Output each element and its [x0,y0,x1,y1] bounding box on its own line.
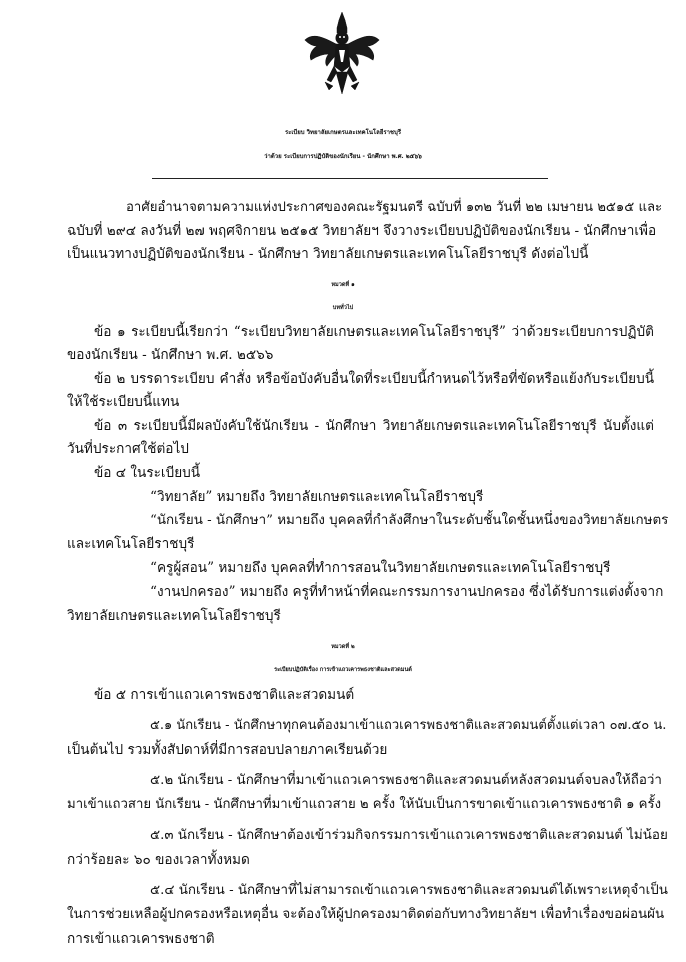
clause-line: ในการช่วยเหลือผู้ปกครองหรือเหตุอื่น จะต้องให้ผู้ปกครองมาติดต่อกับทางวิทยาลัยฯ เพื่อทำเรื่องขอผ่อนผัน [67,907,665,922]
preamble-line: เป็นแนวทางปฏิบัติของนักเรียน - นักศึกษา วิทยาลัยเกษตรและเทคโนโลยีราชบุรี ดังต่อไปนี้ [67,246,589,262]
clause-line: ๕.๒ นักเรียน - นักศึกษาที่มาเข้าแถวเคารพธงชาติและสวดมนต์หลังสวดมนต์จบลงให้ถือว่า [150,773,662,788]
definition-line: และเทคโนโลยีราชบุรี [67,536,195,552]
clause-line: ๕.๑ นักเรียน - นักศึกษาทุกคนต้องมาเข้าแถวเคารพธงชาติและสวดมนต์ตั้งแต่เวลา ๐๗.๕๐ น. [150,718,667,733]
clause-line: การเข้าแถวเคารพธงชาติ [67,931,215,947]
definition-line: “งานปกครอง” หมายถึง ครูที่ทำหน้าที่คณะกรรมการงานปกครอง ซึ่งได้รับการแต่งตั้งจาก [150,584,664,600]
definition-line: “นักเรียน - นักศึกษา” หมายถึง บุคคลที่กำลังศึกษาในระดับชั้นใดชั้นหนึ่งของวิทยาลัยเกษตร [150,513,669,528]
clause-line: ข้อ ๓ ระเบียบนี้มีผลบังคับใช้นักเรียน - นักศึกษา วิทยาลัยเกษตรและเทคโนโลยีราชบุรี นับตั้งแต่ [94,418,654,434]
title-divider [152,178,548,179]
clause-line: เป็นต้นไป รวมทั้งสัปดาห์ที่มีการสอบปลายภาคเรียนด้วย [67,742,388,758]
preamble-line: อาศัยอำนาจตามความแห่งประกาศของคณะรัฐมนตรี ฉบับที่ ๑๓๒ วันที่ ๒๒ เมษายน ๒๕๑๕ และ [126,200,663,215]
definition-line: “วิทยาลัย” หมายถึง วิทยาลัยเกษตรและเทคโนโลยีราชบุรี [150,489,484,505]
chapter-2-title: ระเบียบปฏิบัติเรื่อง การเข้าแถวเคารพธงชาติและสวดมนต์ [274,667,412,673]
clause-line: ๕.๓ นักเรียน - นักศึกษาต้องเข้าร่วมกิจกรรมการเข้าแถวเคารพธงชาติและสวดมนต์ ไม่น้อย [150,828,668,843]
clause-line: ข้อ ๕ การเข้าแถวเคารพธงชาติและสวดมนต์ [94,687,355,703]
definition-line: วิทยาลัยเกษตรและเทคโนโลยีราชบุรี [67,608,281,624]
clause-line: ให้ใช้ระเบียบนี้แทน [67,394,180,410]
preamble-line: ฉบับที่ ๒๙๔ ลงวันที่ ๒๗ พฤศจิกายน ๒๕๑๕ วิทยาลัยฯ จึงวางระเบียบปฏิบัติของนักเรียน - นักศึกษาเพื่อ [67,223,657,239]
chapter-2-heading: หมวดที่ ๒ [331,644,355,650]
chapter-1-heading: หมวดที่ ๑ [331,282,355,288]
clause-line: ข้อ ๔ ในระเบียบนี้ [94,465,201,481]
chapter-1-title: บททั่วไป [332,305,354,311]
clause-line: กว่าร้อยละ ๖๐ ของเวลาทั้งหมด [67,852,250,868]
clause-line: ๕.๔ นักเรียน - นักศึกษาที่ไม่สามารถเข้าแถวเคารพธงชาติและสวดมนต์ได้เพราะเหตุจำเป็น [150,883,668,898]
clause-line: วันที่ประกาศใช้ต่อไป [67,441,189,457]
definition-line: “ครูผู้สอน” หมายถึง บุคคลที่ทำการสอนในวิทยาลัยเกษตรและเทคโนโลยีราชบุรี [150,560,611,576]
document-title: ระเบียบ วิทยาลัยเกษตรและเทคโนโลยีราชบุรี [284,129,402,136]
clause-line: ข้อ ๑ ระเบียบนี้เรียกว่า “ระเบียบวิทยาลัยเกษตรและเทคโนโลยีราชบุรี” ว่าด้วยระเบียบการปฏิบัติ [94,324,654,340]
clause-line: ข้อ ๒ บรรดาระเบียบ คำสั่ง หรือข้อบังคับอื่นใดที่ระเบียบนี้กำหนดไว้หรือที่ขัดหรือแย้งกับระเบียบนี้ [94,371,654,387]
clause-line: มาเข้าแถวสาย นักเรียน - นักศึกษาที่มาเข้าแถวสาย ๒ ครั้ง ให้นับเป็นการขาดเข้าแถวเคารพธงชาติ ๑ ครั้ง [67,797,662,812]
clause-line: ของนักเรียน - นักศึกษา พ.ศ. ๒๕๖๖ [67,347,274,363]
garuda-emblem-icon [303,10,381,98]
document-subtitle: ว่าด้วย ระเบียบการปฏิบัติของนักเรียน - นักศึกษา พ.ศ. ๒๕๖๖ [264,153,422,160]
